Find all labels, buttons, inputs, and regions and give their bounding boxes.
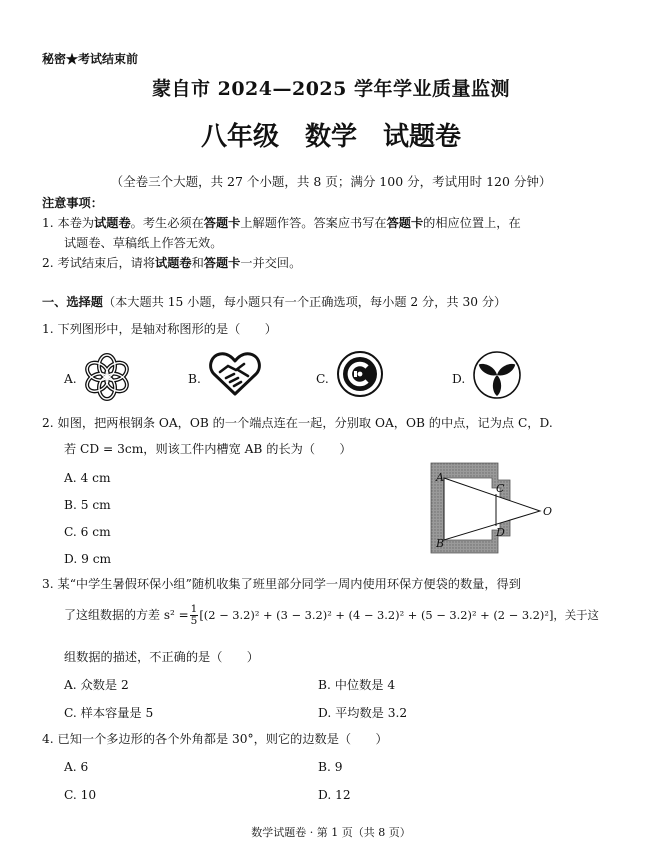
q4-option-a: A. 6 (64, 760, 89, 774)
page-footer: 数学试题卷 · 第 1 页（共 8 页） (251, 826, 411, 839)
openai-knot-icon (82, 352, 132, 402)
notice-item-1 (42, 216, 521, 231)
q1-label-d: D. (452, 372, 466, 386)
section-title: 一、选择题 (42, 295, 103, 309)
fraction-denominator: 5 (190, 615, 198, 628)
q2-option-d: D. 9 cm (64, 552, 112, 566)
q1-label-a: A. (64, 372, 77, 386)
q3-fraction (190, 604, 199, 627)
notice-heading: 注意事项： (42, 196, 103, 210)
q2-point-b: B (436, 537, 445, 550)
q2-point-a: A (436, 471, 444, 484)
q3-line2 (64, 604, 599, 627)
notice-bold: 答题卡 (203, 256, 241, 270)
notice-text: 1. 本卷为 (42, 216, 95, 230)
notice-text: 。考生必须在 (130, 216, 204, 230)
q3-option-c: C. 样本容量是 5 (64, 706, 154, 720)
q4-stem: 4. 已知一个多边形的各个外角都是 30°，则它的边数是（ ） (42, 732, 388, 746)
exam-subtitle: 八年级 数学 试题卷 (200, 122, 461, 152)
notice-item-1-line2: 试题卷、草稿纸上作答无效。 (64, 236, 223, 250)
circle-three-petal-icon (472, 350, 522, 400)
q3-option-a: A. 众数是 2 (64, 678, 129, 692)
notice-bold: 试题卷 (94, 216, 131, 230)
q3-line1: 3. 某“中学生暑假环保小组”随机收集了班里部分同学一周内使用环保方便袋的数量，得到 (42, 577, 521, 591)
q2-line1: 2. 如图，把两根钢条 OA，OB 的一个端点连在一起，分别取 OA，OB 的中点，记为点 C，D. (42, 416, 553, 430)
exam-info: （全卷三个大题，共 27 个小题，共 8 页；满分 100 分，考试用时 120 分钟） (110, 174, 552, 189)
q3-option-d: D. 平均数是 3.2 (318, 706, 408, 720)
heart-handshake-icon (208, 350, 262, 398)
q4-option-b: B. 9 (318, 760, 343, 774)
notice-bold: 答题卡 (203, 216, 241, 230)
fraction-numerator: 1 (190, 603, 198, 615)
secret-label: 秘密★考试结束前 (42, 52, 139, 66)
circle-c-logo-icon (336, 350, 384, 398)
notice-text: 2. 考试结束后，请将 (42, 256, 156, 270)
q2-point-c: C (496, 482, 505, 495)
q3-variance-expression: [(2 − 3.2)² + (3 − 3.2)² + (4 − 3.2)² + (5 − 3.2)² + (2 − 3.2)²]，关于这 (199, 608, 599, 623)
notice-item-2 (42, 256, 301, 271)
notice-bold: 答题卡 (386, 216, 424, 230)
q2-point-d: D (496, 526, 505, 539)
q1-stem: 1. 下列图形中，是轴对称图形的是（ ） (42, 322, 277, 336)
section1-heading (42, 295, 506, 310)
q1-label-c: C. (316, 372, 329, 386)
q2-point-o: O (543, 505, 553, 518)
q2-option-b: B. 5 cm (64, 498, 111, 512)
q3-option-b: B. 中位数是 4 (318, 678, 396, 692)
notice-text: 和 (191, 256, 204, 270)
q2-option-c: C. 6 cm (64, 525, 111, 539)
section-desc: （本大题共 15 小题，每小题只有一个正确选项，每小题 2 分，共 30 分） (102, 295, 507, 309)
notice-text: 的相应位置上，在 (423, 216, 521, 230)
q1-label-b: B. (188, 372, 201, 386)
q4-option-c: C. 10 (64, 788, 97, 802)
notice-text: 上解题作答。答案应书写在 (240, 216, 387, 230)
notice-bold: 试题卷 (155, 256, 192, 270)
q2-workpiece-figure (428, 460, 558, 556)
q4-option-d: D. 12 (318, 788, 351, 802)
exam-title: 蒙自市 2024—2025 学年学业质量监测 (152, 78, 510, 100)
notice-text: 一并交回。 (240, 256, 302, 270)
q3-line3: 组数据的描述，不正确的是（ ） (64, 650, 259, 664)
q2-line2: 若 CD = 3cm，则该工件内槽宽 AB 的长为（ ） (64, 442, 352, 456)
q3-variance-label: 了这组数据的方差 s² = (64, 608, 189, 623)
q2-option-a: A. 4 cm (64, 471, 111, 485)
